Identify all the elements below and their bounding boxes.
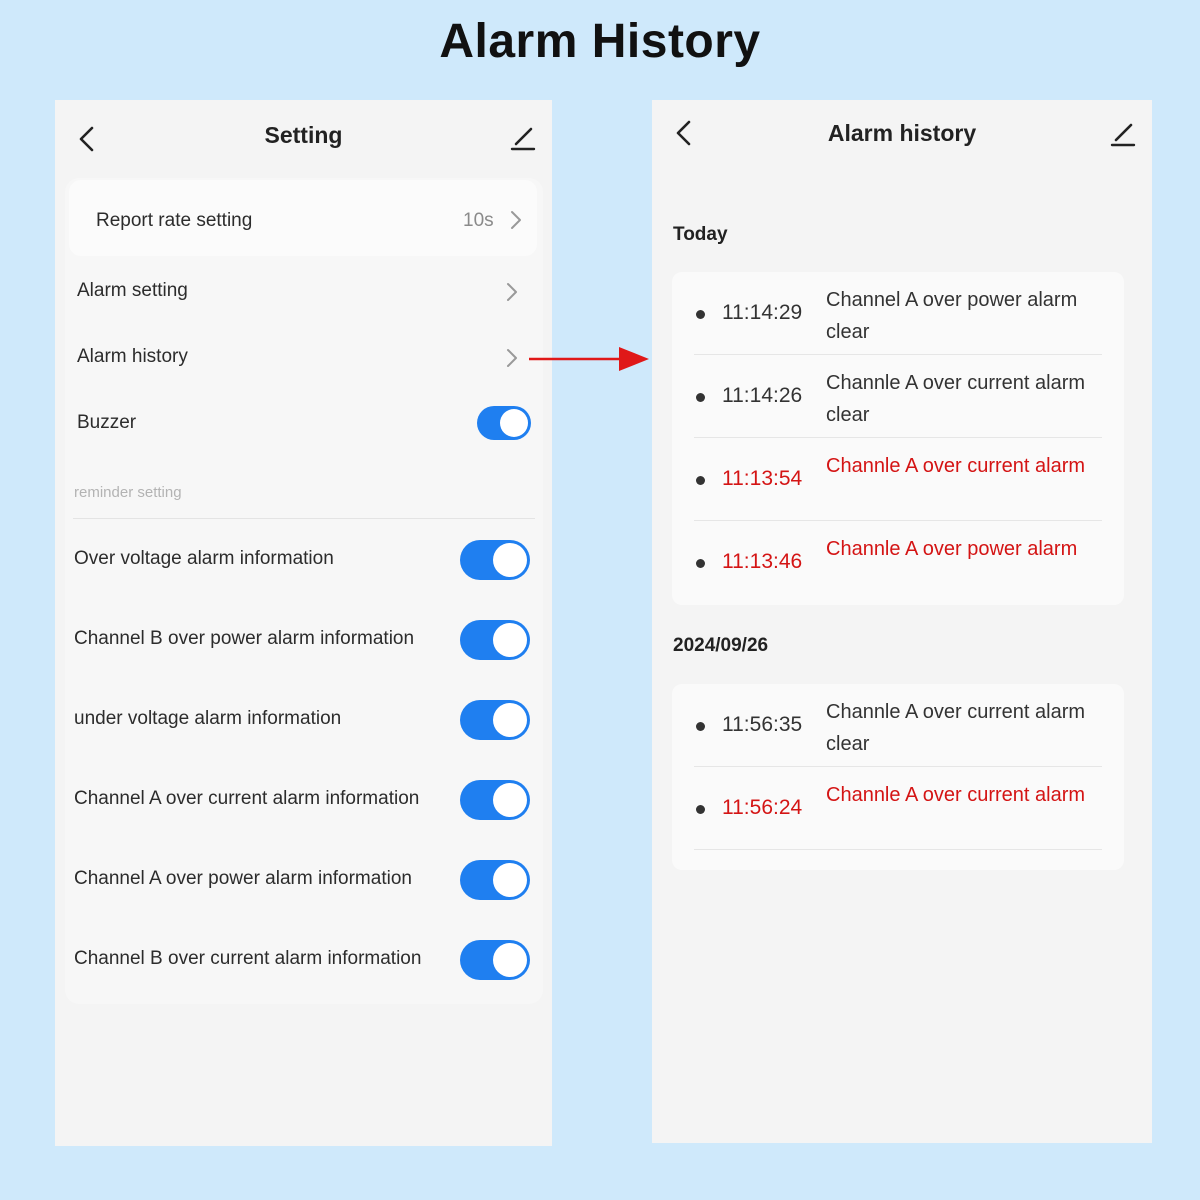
history-nav-bar [652, 100, 1152, 176]
reminder-row [65, 698, 543, 742]
history-title: Alarm history [827, 120, 977, 146]
buzzer-label: Buzzer [77, 412, 137, 433]
history-group-date: 2024/09/26 [673, 635, 769, 656]
report-rate-value: 10s [463, 210, 494, 231]
toggle-knob [493, 863, 527, 897]
reminder-row [65, 538, 543, 582]
history-entry-message: Channle A over current alarm [826, 455, 1086, 477]
history-group-date: Today [673, 224, 728, 245]
edit-pencil-icon[interactable] [1110, 120, 1136, 148]
reminder-label: Over voltage alarm information [74, 548, 334, 569]
bullet-dot [696, 559, 705, 568]
history-entry-message: Channle A over current alarm clear [826, 372, 1086, 426]
history-entry-time: 11:13:54 [722, 467, 803, 490]
toggle-knob [493, 703, 527, 737]
entry-divider [694, 849, 1102, 850]
alarm-setting-label: Alarm setting [77, 280, 188, 301]
history-entry-message: Channle A over current alarm [826, 784, 1086, 806]
bullet-dot [696, 805, 705, 814]
history-entry-time: 11:13:46 [722, 550, 803, 573]
reminder-label: Channel B over current alarm information [74, 948, 422, 969]
alarm-history-screen [652, 100, 1152, 1143]
reminder-toggle[interactable] [460, 780, 530, 820]
reminder-label: Channel A over current alarm information [74, 788, 420, 809]
buzzer-toggle[interactable] [477, 406, 531, 440]
reminder-label: Channel B over power alarm information [74, 628, 415, 649]
history-entry-message: Channel A over power alarm clear [826, 289, 1078, 343]
reminder-row [65, 858, 543, 902]
reminder-toggle[interactable] [460, 860, 530, 900]
bullet-dot [696, 722, 705, 731]
toggle-knob [500, 409, 528, 437]
settings-title: Setting [264, 122, 343, 148]
alarm-history-label: Alarm history [77, 346, 188, 367]
history-entry-message: Channle A over power alarm [826, 538, 1078, 560]
bullet-dot [696, 393, 705, 402]
alarm-history-row[interactable] [65, 332, 543, 384]
bullet-dot [696, 310, 705, 319]
history-entry-time: 11:14:29 [722, 301, 803, 324]
history-entry [672, 355, 1124, 438]
history-entry [672, 521, 1124, 604]
settings-card [65, 178, 543, 1004]
reminder-label: under voltage alarm information [74, 708, 342, 729]
report-rate-row[interactable] [69, 180, 537, 256]
history-entry-message: Channle A over current alarm clear [826, 701, 1086, 755]
buzzer-row [65, 398, 543, 450]
bullet-dot [696, 476, 705, 485]
reminder-label: Channel A over power alarm information [74, 868, 412, 889]
history-group-card [672, 272, 1124, 605]
history-entry-time: 11:56:35 [722, 713, 803, 736]
history-entry [672, 767, 1124, 850]
history-entry [672, 438, 1124, 521]
reminder-section-label: reminder setting [74, 484, 182, 501]
reminder-row [65, 618, 543, 662]
history-entry-time: 11:14:26 [722, 384, 803, 407]
settings-screen [55, 100, 552, 1146]
toggle-knob [493, 783, 527, 817]
history-group-card [672, 684, 1124, 870]
report-rate-label: Report rate setting [96, 210, 253, 231]
toggle-knob [493, 943, 527, 977]
reminder-row [65, 778, 543, 822]
red-arrow-icon [527, 345, 652, 373]
alarm-setting-row[interactable] [65, 266, 543, 318]
reminder-toggle[interactable] [460, 620, 530, 660]
reminder-toggle[interactable] [460, 540, 530, 580]
history-entry [672, 684, 1124, 767]
toggle-knob [493, 543, 527, 577]
reminder-toggle[interactable] [460, 700, 530, 740]
settings-nav-bar [55, 100, 552, 176]
toggle-knob [493, 623, 527, 657]
section-divider [73, 518, 535, 519]
reminder-toggle[interactable] [460, 940, 530, 980]
history-entry [672, 272, 1124, 355]
chevron-right-icon [505, 282, 519, 302]
history-entry-time: 11:56:24 [722, 796, 803, 819]
reminder-row [65, 938, 543, 982]
edit-pencil-icon[interactable] [510, 124, 536, 152]
chevron-right-icon [505, 348, 519, 368]
page-title: Alarm History [439, 15, 761, 68]
chevron-right-icon [509, 210, 523, 230]
